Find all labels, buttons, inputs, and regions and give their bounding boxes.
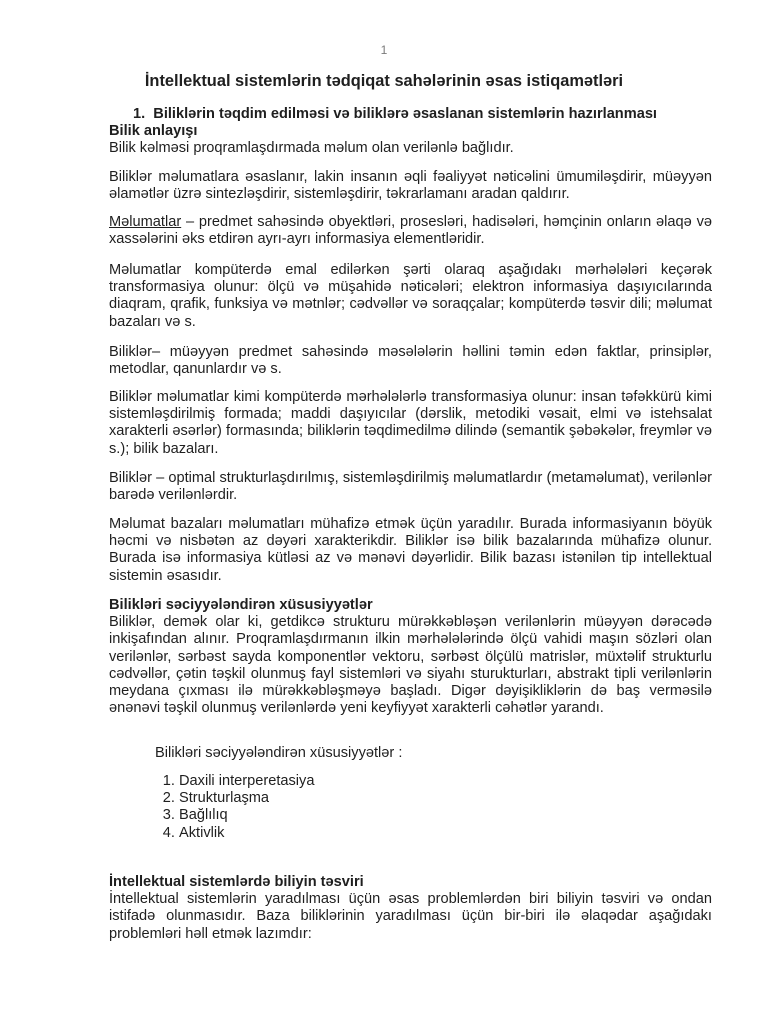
term-melumatlar: Məlumatlar [109, 214, 182, 230]
list-item: 1. Daxili interperetasiya [179, 773, 479, 790]
paragraph-bilikler-optimal: Biliklər – optimal strukturlaşdırılmış, sistemləşdirilmiş məlumatlardır (metaməlumat), verilənlər barədə verilənlərdir. [109, 470, 712, 504]
section-heading-text: Biliklərin təqdim edilməsi və biliklərə əsaslanan sistemlərin hazırlanması [153, 106, 657, 122]
bilik-anlayisi-line: Bilik kəlməsi proqramlaşdırmada məlum olan verilənlə bağlıdır. [109, 140, 514, 157]
bilik-anlayisi-block [109, 123, 712, 157]
section-number: 1. [133, 106, 146, 122]
page-number: 1 [380, 43, 388, 57]
list-item: 2. Strukturlaşma [179, 790, 479, 807]
tesvir-text: İntellektual sistemlərin yaradılması üçün əsas problemlərdən biri biliyin təsviri və ondan istifadə olunmasıdır. Baza biliklərinin yaradılması üçün bir-biri ilə əlaqədar aşağıdakı problemləri həll etmək lazımdır: [109, 891, 712, 942]
section-heading-1 [133, 106, 733, 123]
xususiyyetler-heading: Bilikləri səciyyələndirən xüsusiyyətlər [109, 597, 373, 613]
xususiyyetler-text: Biliklər, demək olar ki, getdikcə strukturu mürəkkəbləşən verilənlərin müəyyən dərəcədə inkişafından alınır. Proqramlaşdırmanın ilkin mərhələlərində ölçü vahidi maşın sözləri olan verilənlər, sərbəst sayda komponentlər vektoru, sərbəst ölçülü matrislər, müxtəlif strukturlu cədvəllər, çətin təşkil olunmuş fayl sistemləri və siyahı sturukturları, abstrakt tipli verilənlərin meydana çıxması ilə mürəkkəbləşməyə başladı. Digər dəyişikliklərin də baş verməsilə ənənəvi təşkil olunmuş verilənlərdə yeni keyfiyyət xarakterli cəhətlər yarandı. [109, 614, 712, 717]
xususiyyetler-list [155, 773, 479, 842]
tesvir-block [109, 874, 712, 943]
list-item: 4. Aktivlik [179, 825, 479, 842]
paragraph-melumat-bazalari: Məlumat bazaları məlumatları mühafizə etmək üçün yaradılır. Burada informasiyanın böyük həcmi və nisbətən az dəyəri xarakterikdir. Biliklər isə bilik bazalarında mühafizə olunur. Burada isə informasiya kütləsi az və mənəvi dəyərlidir. Bilik bazası istənilən tip intellektual sistemin əsasıdır. [109, 516, 712, 584]
bilik-anlayisi-heading: Bilik anlayışı [109, 123, 198, 139]
tesvir-heading: İntellektual sistemlərdə biliyin təsviri [109, 874, 364, 890]
xususiyyetler-block [109, 597, 712, 717]
paragraph-bilikler-tanim: Biliklər– müəyyən predmet sahəsində məsələlərin həllini təmin edən faktlar, prinsiplər, metodlar, qanunlardır və s. [109, 344, 712, 378]
melumatlar-definition: – predmet sahəsində obyektləri, prosesləri, hadisələri, həmçinin onların əlaqə və xassələrini əks etdirən ayrı-ayrı informasiya elementləridir. [109, 214, 712, 248]
paragraph-melumatlar [109, 214, 712, 248]
paragraph-bilikler-melumatlara: Biliklər məlumatlara əsaslanır, lakin insanın əqli fəaliyyət nəticəlini ümumiləşdirir, müəyyən əlamətlər üzrə sintezləşdirir, sistemləşdirir, təkrarlamanı aradan qaldırır. [109, 169, 712, 203]
paragraph-bilikler-transform: Biliklər məlumatlar kimi kompüterdə mərhələlərlə transformasiya olunur: insan təfəkkürü kimi sistemləşdirilmiş formada; maddi daşıyıcılar (dərslik, metodiki vəsait, elmi və istehsalat xarakterli əsərlər) formasında; biliklərin təqdimedilmə dilində (semantik şəbəkələr, freymlər və s.); bilik bazaları. [109, 389, 712, 457]
page-title: İntellektual sistemlərin tədqiqat sahələrinin əsas istiqamətləri [144, 72, 624, 90]
xususiyyetler-intro: Bilikləri səciyyələndirən xüsusiyyətlər : [155, 745, 403, 761]
paragraph-melumatlar-komputerde: Məlumatlar kompüterdə emal edilərkən şərti olaraq aşağıdakı mərhələləri keçərək transformasiya olunur: ölçü və müşahidə nəticələri; elektron informasiya daşıyıcılarında diaqram, qrafik, funksiya və mətnlər; cədvəllər və soraqçalar; kompüterdə təsvir dili; məlumat bazaları və s. [109, 262, 712, 330]
list-item: 3. Bağlılıq [179, 807, 479, 824]
